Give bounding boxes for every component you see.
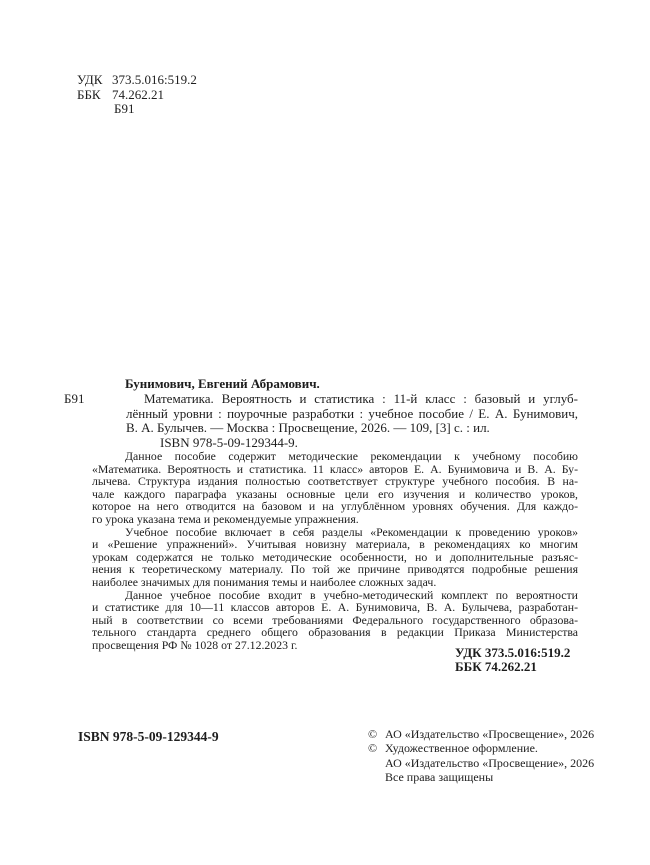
- empty-label: [77, 102, 112, 117]
- annotation-line: и статистике для 10—11 классов авторов Е. А. Бунимовича, В. А. Булычева, разработан-: [92, 601, 578, 614]
- copyright-line: [368, 727, 594, 741]
- annotation-line: Учебное пособие включает в себя разделы «Рекомендации к проведению уроков»: [125, 525, 578, 539]
- annotation-line: урокам содержатся не только методические особенности, но и дополнительные разъяс-: [92, 550, 578, 564]
- annotation-line: «Математика. Вероятность и статистика. 11 класс» авторов Е. А. Бунимовича и В. А. Бу-: [92, 462, 578, 476]
- copyright-line: [368, 770, 594, 784]
- annotation-line: го урока указана тема и рекомендуемые упражнения.: [92, 512, 359, 526]
- author-heading: Бунимович, Евгений Абрамович.: [125, 376, 320, 391]
- bottom-classification-codes: [455, 646, 570, 673]
- bibliographic-description: [126, 392, 578, 436]
- udk-label: УДК: [77, 72, 103, 87]
- copyright-symbol: [368, 756, 385, 770]
- annotation-line: которое на него отводится на базовом и на углублённом уровнях обучения. Для каждо-: [92, 500, 578, 513]
- copyright-block: [368, 727, 594, 785]
- annotation-line: Данное пособие содержит методические рекомендации к учебному пособию: [125, 450, 578, 463]
- annotation-line: и «Решение упражнений». Учитывая новизну материала, в рекомендациях ко многим: [92, 538, 578, 551]
- copyright-symbol: ©: [368, 727, 378, 741]
- bbk-bold-line: ББК 74.262.21: [455, 658, 537, 674]
- copyright-text: АО «Издательство «Просвещение», 2026: [385, 727, 595, 741]
- copyright-text: АО «Издательство «Просвещение», 2026: [385, 755, 595, 770]
- author-code-value: Б91: [114, 101, 135, 116]
- copyright-symbol: [368, 770, 385, 784]
- annotation-text: [92, 450, 578, 652]
- udk-bold-line: УДК 373.5.016:519.2: [455, 645, 571, 660]
- udk-row: [77, 73, 197, 88]
- annotation-line: нения к теоретическому материалу. По той же причине приводятся подробные решения: [92, 563, 578, 576]
- bbk-label: ББК: [77, 86, 101, 102]
- catalog-author-code: Б91: [64, 390, 85, 406]
- catalog-card: [64, 377, 578, 451]
- description-line: Математика. Вероятность и статистика : 11-й класс : базовый и углуб-: [144, 391, 578, 406]
- annotation-line: лычева. Структура издания полностью соответствует структуре учебного пособия. В на-: [92, 475, 578, 488]
- annotation-line: просвещения РФ № 1028 от 27.12.2023 г.: [92, 638, 298, 652]
- bbk-row: [77, 88, 197, 103]
- copyright-text: Все права защищены: [385, 770, 494, 785]
- copyright-line: [368, 741, 594, 755]
- isbn-line: ISBN 978-5-09-129344-9.: [160, 435, 298, 451]
- annotation-line: тельного стандарта среднего общего образования в редакции Приказа Министерства: [92, 626, 578, 639]
- copyright-symbol: ©: [368, 741, 378, 756]
- bbk-value: 74.262.21: [112, 86, 164, 102]
- description-line: В. А. Булычев. — Москва : Просвещение, 2026. — 109, [3] с. : ил.: [126, 421, 490, 436]
- udk-value: 373.5.016:519.2: [112, 72, 197, 87]
- footer-isbn: ISBN 978-5-09-129344-9: [78, 729, 219, 744]
- top-classification-codes: [77, 73, 197, 117]
- description-line: лённый уровни : поурочные разработки : учебное пособие / Е. А. Бунимович,: [126, 406, 578, 421]
- copyright-text: Художественное оформление.: [385, 741, 538, 756]
- annotation-line: ный в соответствии со всеми требованиями Федерального государственного образова-: [92, 613, 578, 627]
- annotation-line: Данное учебное пособие входит в учебно-методический комплект по вероятности: [125, 588, 578, 602]
- annotation-line: наиболее значимых для понимания темы и наиболее сложных задач.: [92, 575, 437, 589]
- author-code-row: [77, 102, 197, 117]
- annotation-line: чале каждого параграфа указаны основные цели его изучения и количество уроков,: [92, 487, 578, 501]
- copyright-line: [368, 756, 594, 770]
